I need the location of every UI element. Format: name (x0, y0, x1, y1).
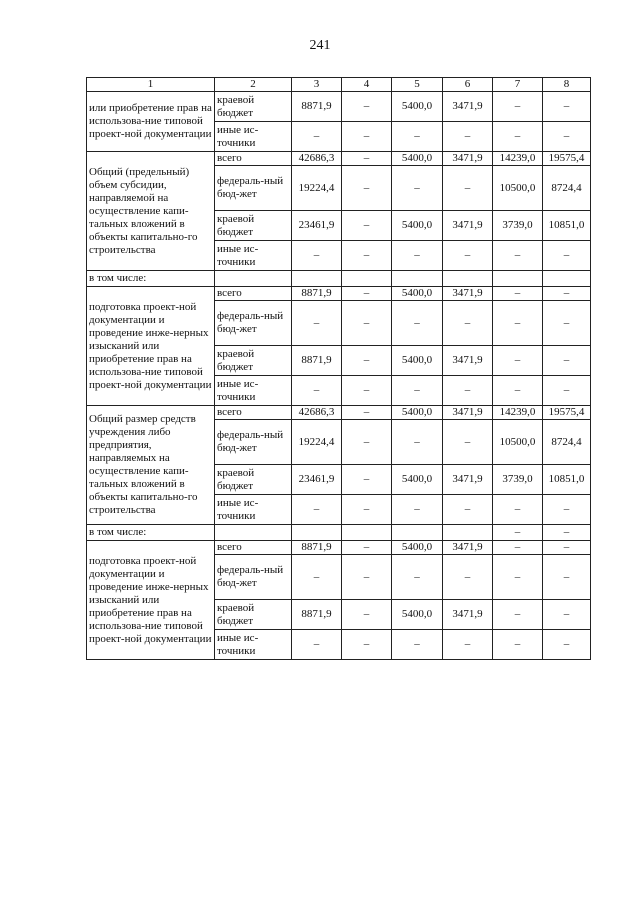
value-cell: 19224,4 (292, 420, 342, 465)
column-header: 2 (215, 78, 292, 92)
value-cell: – (392, 301, 443, 346)
value-cell: – (493, 495, 543, 525)
value-cell (342, 525, 392, 541)
column-header: 5 (392, 78, 443, 92)
value-cell: – (443, 495, 493, 525)
source-cell (215, 525, 292, 541)
value-cell: – (342, 495, 392, 525)
value-cell: 23461,9 (292, 465, 342, 495)
note-row (87, 525, 591, 541)
value-cell: – (543, 241, 591, 271)
funding-source: федераль-ный бюд-жет (215, 301, 292, 346)
value-cell: 5400,0 (392, 152, 443, 166)
value-cell: – (493, 122, 543, 152)
value-cell: – (493, 92, 543, 122)
value-cell: 19224,4 (292, 166, 342, 211)
value-cell (443, 271, 493, 287)
funding-source: краевой бюджет (215, 346, 292, 376)
value-cell: – (292, 241, 342, 271)
value-cell: 8871,9 (292, 541, 342, 555)
value-cell: – (543, 525, 591, 541)
funding-source: федераль-ный бюд-жет (215, 555, 292, 600)
value-cell: – (543, 122, 591, 152)
funding-source: иные ис-точники (215, 376, 292, 406)
value-cell: – (443, 241, 493, 271)
value-cell: – (493, 346, 543, 376)
value-cell: 5400,0 (392, 541, 443, 555)
value-cell: 3471,9 (443, 406, 493, 420)
value-cell: – (342, 465, 392, 495)
page-number: 241 (309, 38, 331, 53)
value-cell: – (543, 346, 591, 376)
value-cell: 5400,0 (392, 211, 443, 241)
value-cell (392, 525, 443, 541)
value-cell: – (543, 376, 591, 406)
value-cell: – (342, 406, 392, 420)
table-row (87, 152, 591, 166)
header-row (87, 78, 591, 92)
value-cell: – (342, 152, 392, 166)
value-cell: 5400,0 (392, 465, 443, 495)
funding-source: всего (215, 406, 292, 420)
funding-source: иные ис-точники (215, 630, 292, 660)
value-cell: – (493, 600, 543, 630)
source-cell (215, 271, 292, 287)
value-cell: – (493, 287, 543, 301)
funding-source: всего (215, 152, 292, 166)
value-cell: – (392, 166, 443, 211)
column-header: 1 (87, 78, 215, 92)
value-cell: 3471,9 (443, 152, 493, 166)
value-cell: 8724,4 (543, 420, 591, 465)
value-cell: – (342, 241, 392, 271)
budget-table (86, 77, 591, 660)
funding-source: всего (215, 287, 292, 301)
value-cell: – (342, 420, 392, 465)
value-cell: – (342, 211, 392, 241)
value-cell: – (292, 495, 342, 525)
value-cell: – (392, 241, 443, 271)
value-cell: 8724,4 (543, 166, 591, 211)
value-cell: – (342, 122, 392, 152)
value-cell: – (543, 600, 591, 630)
value-cell: 14239,0 (493, 406, 543, 420)
value-cell: 8871,9 (292, 346, 342, 376)
value-cell: – (543, 92, 591, 122)
value-cell (342, 271, 392, 287)
value-cell: – (342, 92, 392, 122)
value-cell: – (342, 287, 392, 301)
value-cell: – (392, 420, 443, 465)
value-cell: 8871,9 (292, 92, 342, 122)
funding-source: иные ис-точники (215, 241, 292, 271)
row-description: подготовка проект-ной документации и проведение инже-нерных изысканий или приобретение прав на использова-ние типовой проект-ной документации (87, 541, 215, 660)
column-header: 3 (292, 78, 342, 92)
value-cell: 3739,0 (493, 465, 543, 495)
value-cell (392, 271, 443, 287)
table-row (87, 287, 591, 301)
row-description: Общий (предельный) объем субсидии, направляемой на осуществление капи-тальных вложений в объекты капитально-го строительства (87, 152, 215, 271)
value-cell: – (392, 376, 443, 406)
value-cell: – (342, 301, 392, 346)
value-cell: – (292, 122, 342, 152)
value-cell: – (392, 495, 443, 525)
row-description: или приобретение прав на использова-ние типовой проект-ной документации (87, 92, 215, 152)
funding-source: иные ис-точники (215, 122, 292, 152)
funding-source: федераль-ный бюд-жет (215, 420, 292, 465)
value-cell: – (392, 630, 443, 660)
value-cell: 8871,9 (292, 600, 342, 630)
value-cell: 42686,3 (292, 406, 342, 420)
value-cell: – (543, 541, 591, 555)
value-cell: – (543, 555, 591, 600)
funding-source: краевой бюджет (215, 92, 292, 122)
value-cell: 10500,0 (493, 166, 543, 211)
value-cell: 3471,9 (443, 541, 493, 555)
note-label: в том числе: (87, 525, 215, 541)
value-cell: 3471,9 (443, 211, 493, 241)
value-cell: – (292, 630, 342, 660)
column-header: 4 (342, 78, 392, 92)
funding-source: всего (215, 541, 292, 555)
note-row (87, 271, 591, 287)
value-cell: 5400,0 (392, 600, 443, 630)
value-cell: 23461,9 (292, 211, 342, 241)
column-header: 7 (493, 78, 543, 92)
value-cell: – (543, 630, 591, 660)
value-cell: – (543, 301, 591, 346)
value-cell (443, 525, 493, 541)
value-cell: 3471,9 (443, 346, 493, 376)
value-cell: – (493, 525, 543, 541)
value-cell: 42686,3 (292, 152, 342, 166)
value-cell: – (292, 301, 342, 346)
funding-source: краевой бюджет (215, 211, 292, 241)
value-cell: – (493, 630, 543, 660)
value-cell: 3471,9 (443, 92, 493, 122)
funding-source: краевой бюджет (215, 465, 292, 495)
value-cell (493, 271, 543, 287)
value-cell: – (543, 495, 591, 525)
value-cell: 14239,0 (493, 152, 543, 166)
value-cell: 10500,0 (493, 420, 543, 465)
value-cell: 3471,9 (443, 465, 493, 495)
value-cell: – (342, 166, 392, 211)
value-cell: 10851,0 (543, 211, 591, 241)
value-cell: – (493, 555, 543, 600)
value-cell: – (443, 301, 493, 346)
column-header: 8 (543, 78, 591, 92)
value-cell: – (443, 630, 493, 660)
column-header: 6 (443, 78, 493, 92)
value-cell: 3471,9 (443, 287, 493, 301)
value-cell: – (392, 555, 443, 600)
value-cell: 3471,9 (443, 600, 493, 630)
funding-source: федераль-ный бюд-жет (215, 166, 292, 211)
funding-source: иные ис-точники (215, 495, 292, 525)
value-cell: 19575,4 (543, 152, 591, 166)
value-cell: – (342, 630, 392, 660)
table-row (87, 92, 591, 122)
value-cell: – (493, 376, 543, 406)
table-row (87, 541, 591, 555)
value-cell: 10851,0 (543, 465, 591, 495)
value-cell: – (342, 376, 392, 406)
note-label: в том числе: (87, 271, 215, 287)
value-cell: – (443, 166, 493, 211)
value-cell: 5400,0 (392, 92, 443, 122)
value-cell: – (292, 555, 342, 600)
value-cell: 3739,0 (493, 211, 543, 241)
table-row (87, 406, 591, 420)
row-description: Общий размер средств учреждения либо предприятия, направляемых на осуществление капи-тальных вложений в объекты капитально-го строительства (87, 406, 215, 525)
value-cell: 5400,0 (392, 406, 443, 420)
value-cell: – (342, 541, 392, 555)
value-cell: – (443, 376, 493, 406)
value-cell: 8871,9 (292, 287, 342, 301)
value-cell (292, 271, 342, 287)
value-cell (543, 271, 591, 287)
value-cell: – (392, 122, 443, 152)
value-cell: – (443, 555, 493, 600)
value-cell: – (292, 376, 342, 406)
value-cell: – (543, 287, 591, 301)
row-description: подготовка проект-ной документации и проведение инже-нерных изысканий или приобретение прав на использова-ние типовой проект-ной документации (87, 287, 215, 406)
value-cell: – (342, 346, 392, 376)
value-cell: – (443, 122, 493, 152)
funding-source: краевой бюджет (215, 600, 292, 630)
value-cell: – (342, 555, 392, 600)
value-cell: 5400,0 (392, 346, 443, 376)
value-cell: – (443, 420, 493, 465)
value-cell: – (493, 541, 543, 555)
value-cell: – (493, 241, 543, 271)
value-cell: – (342, 600, 392, 630)
value-cell: 5400,0 (392, 287, 443, 301)
value-cell: – (493, 301, 543, 346)
value-cell: 19575,4 (543, 406, 591, 420)
value-cell (292, 525, 342, 541)
